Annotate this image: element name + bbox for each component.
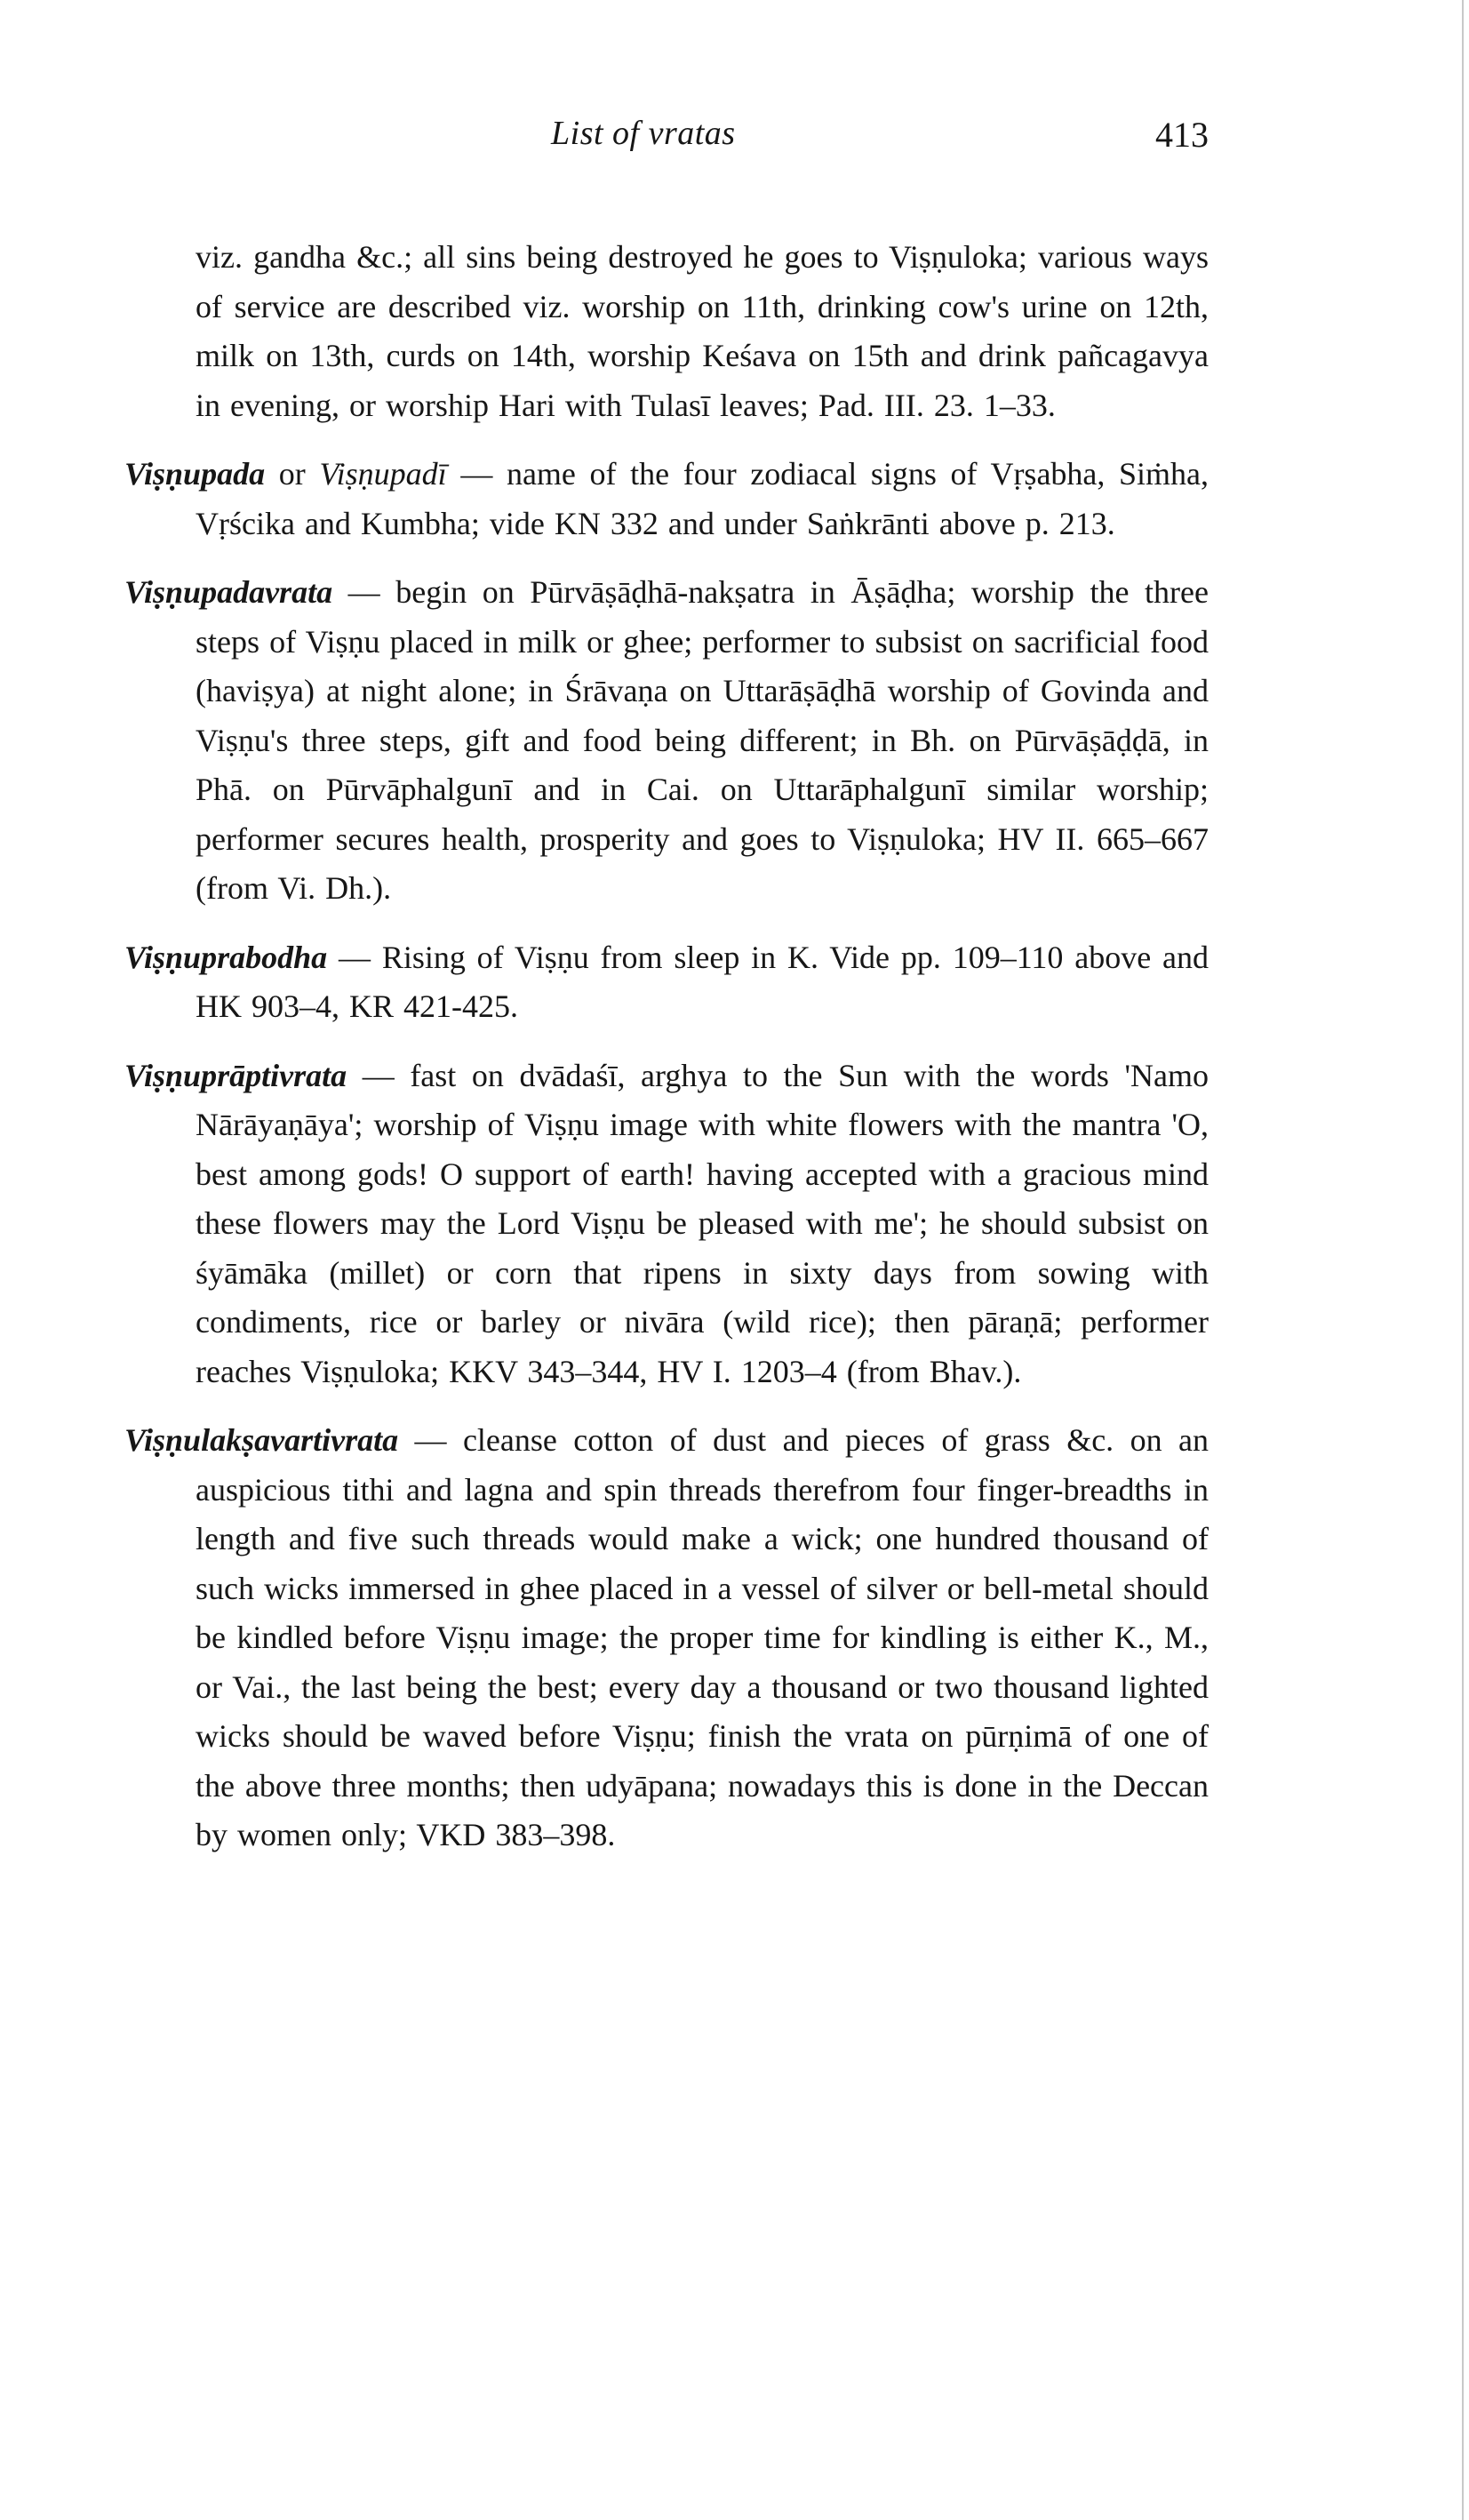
dash-separator: — <box>347 574 380 610</box>
entry-visnulaksavartivrata <box>124 1416 1209 1860</box>
entry-alt-headword: Viṣṇupadī <box>319 456 447 492</box>
entry-text: Rising of Viṣṇu from sleep in K. Vide pp. 109–110 above and HK 903–4, KR 421-425. <box>196 939 1209 1024</box>
entry-text: fast on dvādaśī, arghya to the Sun with the words 'Namo Nārāyaṇāya'; worship of Viṣṇu image with white flowers with the mantra 'O, best among gods! O support of earth! having accepted with a gracious mind these flowers may the Lord Viṣṇu be pleased with me'; he should subsist on śyāmāka (millet) or corn that ripens in sixty days from sowing with condiments, rice or barley or nivāra (wild rice); then pāraṇā; performer reaches Viṣṇuloka; KKV 343–344, HV I. 1203–4 (from Bhav.). <box>196 1057 1210 1389</box>
entry-continuation <box>124 233 1209 430</box>
dash-separator: — <box>338 939 371 975</box>
dash-separator: — <box>362 1057 395 1093</box>
entry-text: name of the four zodiacal signs of Vṛṣabha, Siṁha, Vṛścika and Kumbha; vide KN 332 and under Saṅkrānti above p. 213. <box>196 456 1210 541</box>
entry-text: begin on Pūrvāṣāḍhā-nakṣatra in Āṣāḍha; worship the three steps of Viṣṇu placed in milk or ghee; performer to subsist on sacrificial food (haviṣya) at night alone; in Śrāvaṇa on Uttarāṣāḍhā worship of Govinda and Viṣṇu's three steps, gift and food being different; in Bh. on Pūrvāṣāḍḍā, in Phā. on Pūrvāphalgunī and in Cai. on Uttarāphalgunī similar worship; performer secures health, prosperity and goes to Viṣṇuloka; HV II. 665–667 (from Vi. Dh.). <box>196 574 1209 906</box>
entry-text: cleanse cotton of dust and pieces of grass &c. on an auspicious tithi and lagna and spin threads therefrom four finger-breadths in length and five such threads would make a wick; one hundred thousand of such wicks immersed in ghee placed in a vessel of silver or bell-metal should be kindled before Viṣṇu image; the proper time for kindling is either K., M., or Vai., the last being the best; every day a thousand or two thousand lighted wicks should be waved before Viṣṇu; finish the vrata on pūrṇimā of one of the above three months; then udyāpana; nowadays this is done in the Deccan by women only; VKD 383–398. <box>196 1422 1210 1852</box>
scan-edge-line <box>1462 0 1464 2520</box>
entry-headword: Viṣṇupadavrata <box>124 574 333 610</box>
or-connector: or <box>278 456 306 492</box>
entry-visnuprabodha <box>124 933 1209 1032</box>
entry-headword: Viṣṇulakṣavartivrata <box>124 1422 399 1458</box>
entry-text: viz. gandha &c.; all sins being destroyed he goes to Viṣṇuloka; various ways of service are described viz. worship on 11th, drinking cow's urine on 12th, milk on 13th, curds on 14th, worship Keśava on 15th and drink pañcagavya in evening, or worship Hari with Tulasī leaves; Pad. III. 23. 1–33. <box>196 239 1209 423</box>
dash-separator: — <box>460 456 493 492</box>
entry-headword: Viṣṇuprāptivrata <box>124 1057 347 1093</box>
entry-headword: Viṣṇupada <box>124 456 266 492</box>
running-title: List of vratas <box>551 115 736 152</box>
dash-separator: — <box>414 1422 447 1458</box>
page-number: 413 <box>1155 115 1209 155</box>
entry-visnupadavrata <box>124 568 1209 914</box>
page-header <box>124 114 1209 167</box>
entry-visnupraptivrata <box>124 1052 1209 1397</box>
page-content <box>124 233 1209 1880</box>
entry-visnupada <box>124 450 1209 548</box>
entry-headword: Viṣṇuprabodha <box>124 939 328 975</box>
